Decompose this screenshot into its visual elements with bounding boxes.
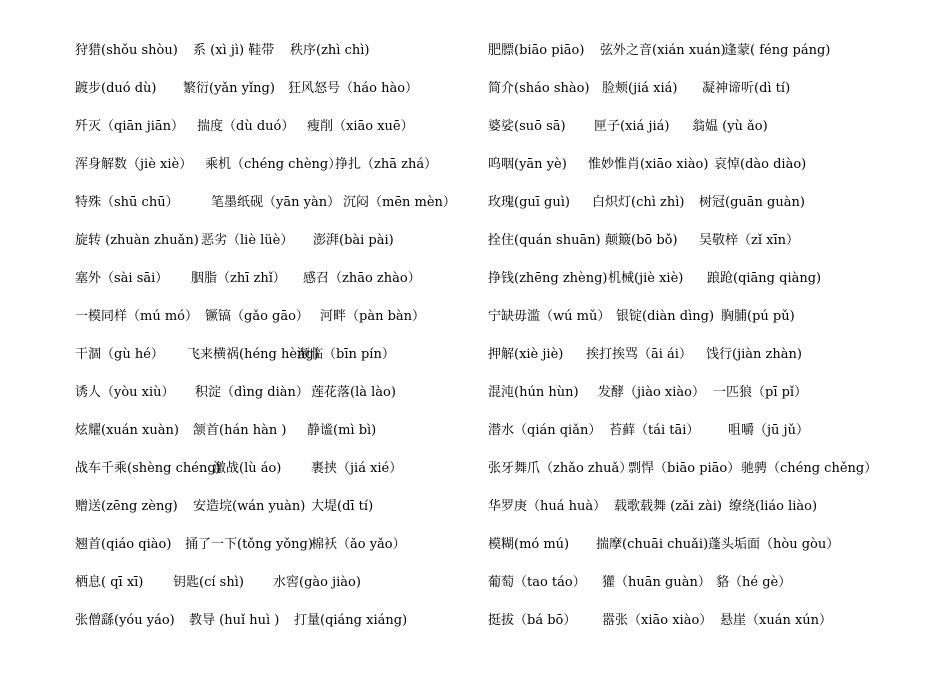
- vocab-entry: 逢蒙( féng páng): [724, 43, 831, 58]
- vocab-row: [75, 154, 475, 192]
- vocab-row: [488, 458, 928, 496]
- vocab-entry: 狂风怒号（háo hào）: [288, 81, 419, 96]
- vocab-entry: 大堤(dī tí): [311, 499, 374, 514]
- vocab-entry: 剽悍（biāo piāo）: [628, 461, 741, 476]
- vocab-entry: 干涸（gù hé）: [75, 347, 164, 362]
- vocab-row: [75, 40, 475, 78]
- vocab-row: [75, 306, 475, 344]
- vocab-row: [488, 78, 928, 116]
- vocab-row: [75, 610, 475, 648]
- vocab-row: [488, 382, 928, 420]
- vocab-entry: 凝神谛听(dì tí): [702, 81, 791, 96]
- vocab-row: [488, 154, 928, 192]
- vocab-row: [488, 534, 928, 572]
- vocab-entry: 张牙舞爪（zhǎo zhuǎ）: [488, 461, 633, 476]
- vocab-entry: 秩序(zhì chì): [290, 43, 370, 58]
- vocab-entry: 树冠(guān guàn): [699, 195, 805, 210]
- vocab-entry: 炫耀(xuán xuàn): [75, 423, 179, 438]
- vocab-row: [488, 420, 928, 458]
- vocab-entry: 澎湃(bài pài): [313, 233, 394, 248]
- vocab-entry: 银锭(diàn dìng): [616, 309, 715, 324]
- vocab-entry: 貉（hé gè）: [716, 575, 792, 590]
- vocab-row: [75, 458, 475, 496]
- vocab-entry: 混沌(hún hùn): [488, 385, 579, 400]
- vocab-entry: 张僧繇(yóu yáo): [75, 613, 175, 628]
- vocab-entry: 嚣张（xiāo xiào）: [602, 613, 713, 628]
- vocab-entry: 塞外（sài sāi）: [75, 271, 169, 286]
- vocab-entry: 踉跄(qiāng qiàng): [707, 271, 822, 286]
- vocab-entry: 濒临（bīn pín）: [297, 347, 395, 362]
- vocab-entry: 蓬头垢面（hòu gòu）: [708, 537, 840, 552]
- vocab-entry: 瘦削（xiāo xuē）: [307, 119, 414, 134]
- vocab-entry: 婆娑(suō sā): [488, 119, 566, 134]
- vocab-entry: 机械(jiè xiè): [608, 271, 684, 286]
- vocab-entry: 惟妙惟肖(xiāo xiào): [588, 157, 709, 172]
- vocab-row: [75, 382, 475, 420]
- vocab-entry: 系 (xì jì) 鞋带: [193, 43, 275, 58]
- vocab-entry: 弦外之音(xián xuán): [600, 43, 726, 58]
- vocab-entry: 胸脯(pú pǔ): [721, 309, 795, 324]
- vocab-entry: 苔藓（tái tāi）: [609, 423, 700, 438]
- vocab-entry: 狩猎(shǒu shòu): [75, 43, 178, 58]
- vocab-row: [488, 230, 928, 268]
- vocab-entry: 积淀（dìng diàn）: [195, 385, 309, 400]
- vocab-entry: 旋转 (zhuàn zhuǎn): [75, 233, 199, 248]
- vocab-entry: 华罗庚（huá huà）: [488, 499, 607, 514]
- vocab-entry: 水窖(gào jiào): [273, 575, 361, 590]
- vocab-entry: 挣扎（zhā zhá）: [335, 157, 438, 172]
- vocab-row: [488, 496, 928, 534]
- vocab-row: [75, 192, 475, 230]
- vocab-row: [75, 534, 475, 572]
- vocab-entry: 脸颊(jiá xiá): [602, 81, 678, 96]
- vocab-entry: 拴住(quán shuān): [488, 233, 601, 248]
- vocab-entry: 葡萄（tao táo）: [488, 575, 586, 590]
- vocab-entry: 白炽灯(chì zhì): [592, 195, 685, 210]
- vocab-row: [488, 192, 928, 230]
- vocab-row: [488, 116, 928, 154]
- vocab-entry: 押解(xiè jiè): [488, 347, 564, 362]
- vocab-entry: 玫瑰(guī guì): [488, 195, 570, 210]
- vocab-entry: 棉袄（ǎo yǎo）: [311, 537, 406, 552]
- vocab-row: [75, 78, 475, 116]
- vocab-row: [75, 268, 475, 306]
- left-column: [75, 40, 475, 648]
- vocab-entry: 赠送(zēng zèng): [75, 499, 178, 514]
- vocab-entry: 踱步(duó dù): [75, 81, 157, 96]
- vocab-entry: 简介(sháo shào): [488, 81, 590, 96]
- vocab-entry: 钥匙(cí shì): [173, 575, 244, 590]
- vocab-entry: 挨打挨骂（āi ái）: [586, 347, 692, 362]
- vocab-entry: 乘机（chéng chèng）: [205, 157, 342, 172]
- vocab-entry: 哀悼(dào diào): [714, 157, 807, 172]
- vocab-entry: 缭绕(liáo liào): [729, 499, 818, 514]
- vocab-row: [488, 344, 928, 382]
- vocab-entry: 特殊（shū chū）: [75, 195, 179, 210]
- vocab-entry: 浑身解数（jiè xiè）: [75, 157, 193, 172]
- vocab-row: [488, 572, 928, 610]
- vocab-entry: 揣度（dù duó）: [197, 119, 295, 134]
- vocab-entry: 翁媪 (yù ǎo): [692, 119, 768, 134]
- vocab-entry: 打量(qiáng xiáng): [294, 613, 408, 628]
- vocab-entry: 飞来横祸(héng hèng): [187, 347, 319, 362]
- vocab-entry: 匣子(xiá jiá): [594, 119, 670, 134]
- vocab-entry: 揣摩(chuāi chuǎi): [596, 537, 709, 552]
- vocab-entry: 教导 (huǐ huì ): [189, 613, 280, 628]
- right-column: [488, 40, 928, 648]
- vocab-entry: 翘首(qiáo qiào): [75, 537, 172, 552]
- vocab-entry: 战车千乘(shèng chéng): [75, 461, 221, 476]
- vocab-entry: 繁衍(yǎn yǐng): [183, 81, 275, 96]
- vocab-entry: 宁缺毋滥（wú mǔ）: [488, 309, 611, 324]
- vocab-entry: 模糊(mó mú): [488, 537, 570, 552]
- vocab-entry: 安造垸(wán yuàn): [193, 499, 306, 514]
- vocab-entry: 咀嚼（jū jǔ）: [728, 423, 809, 438]
- vocab-row: [488, 306, 928, 344]
- vocab-entry: 一模同样（mú mó）: [75, 309, 198, 324]
- vocab-entry: 捅了一下(tǒng yǒng): [185, 537, 313, 552]
- vocab-entry: 裹挟（jiá xié）: [311, 461, 403, 476]
- vocab-entry: 肥膘(biāo piāo): [488, 43, 585, 58]
- vocab-entry: 呜咽(yān yè): [488, 157, 567, 172]
- vocab-row: [488, 40, 928, 78]
- vocab-row: [75, 496, 475, 534]
- vocab-entry: 颔首(hán hàn ): [193, 423, 287, 438]
- vocab-entry: 獾（huān guàn）: [602, 575, 711, 590]
- vocab-entry: 感召（zhāo zhào）: [303, 271, 421, 286]
- vocab-row: [75, 420, 475, 458]
- vocab-entry: 镢镐（gǎo gāo）: [205, 309, 309, 324]
- vocab-row: [75, 230, 475, 268]
- vocab-entry: 笔墨纸砚（yān yàn）: [211, 195, 341, 210]
- vocab-entry: 沉闷（mēn mèn）: [343, 195, 456, 210]
- vocab-row: [488, 610, 928, 648]
- vocab-entry: 挣钱(zhēng zhèng): [488, 271, 608, 286]
- vocab-entry: 饯行(jiàn zhàn): [706, 347, 802, 362]
- vocab-row: [75, 344, 475, 382]
- vocab-entry: 驰骋（chéng chěng）: [741, 461, 878, 476]
- vocab-entry: 发酵（jiào xiào）: [598, 385, 705, 400]
- vocab-row: [75, 572, 475, 610]
- vocab-entry: 潜水（qián qiǎn）: [488, 423, 602, 438]
- vocab-entry: 一匹狼（pī pǐ）: [713, 385, 808, 400]
- vocab-entry: 胭脂（zhī zhǐ）: [191, 271, 286, 286]
- vocab-entry: 恶劣（liè lüè）: [201, 233, 294, 248]
- vocab-entry: 激战(lù áo): [213, 461, 282, 476]
- vocab-entry: 载歌载舞 (zǎi zài): [614, 499, 722, 514]
- vocab-entry: 莲花落(là lào): [311, 385, 396, 400]
- vocab-entry: 挺拔（bá bō）: [488, 613, 577, 628]
- vocab-entry: 诱人（yòu xiù）: [75, 385, 175, 400]
- vocab-row: [75, 116, 475, 154]
- vocab-entry: 吴敬梓（zǐ xīn）: [699, 233, 800, 248]
- vocab-entry: 颠簸(bō bǒ): [605, 233, 678, 248]
- vocab-entry: 栖息( qī xī): [75, 575, 144, 590]
- vocab-entry: 河畔（pàn bàn）: [320, 309, 426, 324]
- vocab-entry: 歼灭（qiān jiān）: [75, 119, 185, 134]
- vocab-entry: 静谧(mì bì): [307, 423, 377, 438]
- vocab-row: [488, 268, 928, 306]
- vocab-entry: 悬崖（xuán xún）: [720, 613, 833, 628]
